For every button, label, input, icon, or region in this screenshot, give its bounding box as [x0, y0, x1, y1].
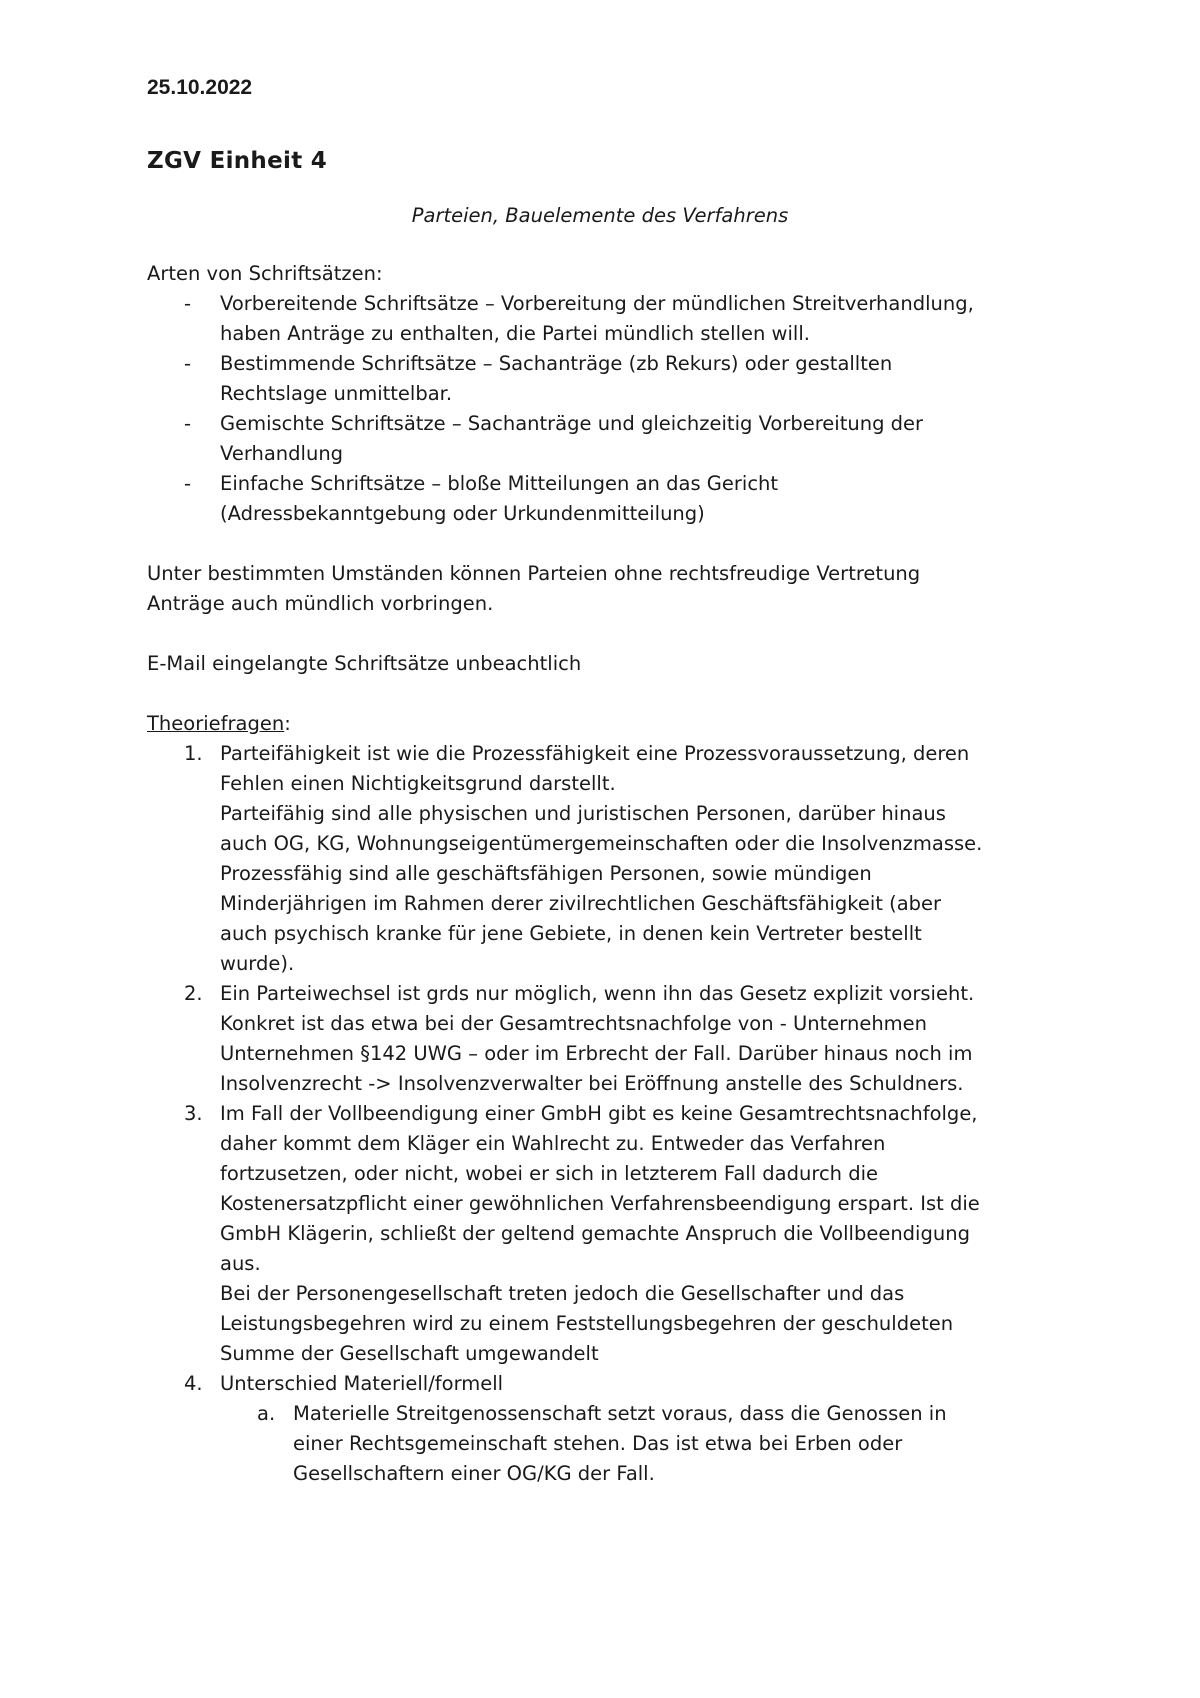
letter-marker: a. — [257, 1402, 276, 1425]
spacer — [147, 619, 1077, 649]
dash-marker: - — [184, 352, 192, 375]
dash-marker: - — [184, 292, 192, 315]
question-line: auch psychisch kranke für jene Gebiete, in denen kein Vertreter bestellt — [220, 922, 922, 945]
list-item-line: Gemischte Schriftsätze – Sachanträge und gleichzeitig Vorbereitung der — [220, 412, 924, 435]
question-item — [147, 1099, 1077, 1369]
question-line: Summe der Gesellschaft umgewandelt — [220, 1342, 599, 1365]
question-line: wurde). — [220, 952, 295, 975]
spacer — [147, 529, 1077, 559]
question-line: Im Fall der Vollbeendigung einer GmbH gibt es keine Gesamtrechtsnachfolge, — [220, 1102, 978, 1125]
question-item — [147, 979, 1077, 1099]
sub-item-line: Materielle Streitgenossenschaft setzt voraus, dass die Genossen in — [293, 1402, 947, 1425]
paragraph-line: Unter bestimmten Umständen können Parteien ohne rechtsfreudige Vertretung — [147, 562, 921, 585]
number-marker: 1. — [184, 742, 203, 765]
list-item-line: Bestimmende Schriftsätze – Sachanträge (zb Rekurs) oder gestallten — [220, 352, 893, 375]
paragraph-line: Anträge auch mündlich vorbringen. — [147, 592, 494, 615]
question-line: Unternehmen §142 UWG – oder im Erbrecht der Fall. Darüber hinaus noch im — [220, 1042, 973, 1065]
theorie-list — [147, 739, 1077, 1489]
list-item-line: Verhandlung — [220, 442, 344, 465]
paragraph-email: E-Mail eingelangte Schriftsätze unbeachtlich — [147, 652, 582, 675]
question-line: Parteifähig sind alle physischen und juristischen Personen, darüber hinaus — [220, 802, 946, 825]
question-line: Bei der Personengesellschaft treten jedoch die Gesellschafter und das — [220, 1282, 905, 1305]
number-marker: 3. — [184, 1102, 203, 1125]
question-line: Unterschied Materiell/formell — [220, 1372, 504, 1395]
document-body — [147, 259, 1077, 1489]
question-line: Ein Parteiwechsel ist grds nur möglich, wenn ihn das Gesetz explizit vorsieht. — [220, 982, 975, 1005]
number-marker: 4. — [184, 1372, 203, 1395]
question-item — [147, 739, 1077, 979]
document-subtitle: Parteien, Bauelemente des Verfahrens — [411, 204, 789, 227]
sub-item-line: einer Rechtsgemeinschaft stehen. Das ist etwa bei Erben oder — [293, 1432, 903, 1455]
document-date: 25.10.2022 — [147, 76, 253, 99]
list-item — [147, 469, 1077, 529]
question-line: Fehlen einen Nichtigkeitsgrund darstellt. — [220, 772, 616, 795]
schriftsaetze-heading: Arten von Schriftsätzen: — [147, 262, 383, 285]
list-item-line: Vorbereitende Schriftsätze – Vorbereitung der mündlichen Streitverhandlung, — [220, 292, 974, 315]
dash-marker: - — [184, 472, 192, 495]
question-line: Minderjährigen im Rahmen derer zivilrechtlichen Geschäftsfähigkeit (aber — [220, 892, 942, 915]
list-item-line: Einfache Schriftsätze – bloße Mitteilungen an das Gericht — [220, 472, 779, 495]
list-item — [147, 289, 1077, 349]
list-item — [147, 409, 1077, 469]
document-title: ZGV Einheit 4 — [147, 148, 328, 174]
dash-marker: - — [184, 412, 192, 435]
sub-item — [220, 1399, 1077, 1489]
question-line: fortzusetzen, oder nicht, wobei er sich in letzterem Fall dadurch die — [220, 1162, 879, 1185]
theorie-heading: Theoriefragen — [147, 712, 285, 735]
question-line: auch OG, KG, Wohnungseigentümergemeinschaften oder die Insolvenzmasse. — [220, 832, 983, 855]
sub-list — [220, 1399, 1077, 1489]
number-marker: 2. — [184, 982, 203, 1005]
question-line: Prozessfähig sind alle geschäftsfähigen Personen, sowie mündigen — [220, 862, 872, 885]
question-line: Konkret ist das etwa bei der Gesamtrechtsnachfolge von - Unternehmen — [220, 1012, 928, 1035]
sub-item-line: Gesellschaftern einer OG/KG der Fall. — [293, 1462, 655, 1485]
list-item — [147, 349, 1077, 409]
question-line: Insolvenzrecht -> Insolvenzverwalter bei Eröffnung anstelle des Schuldners. — [220, 1072, 964, 1095]
spacer — [147, 679, 1077, 709]
question-line: aus. — [220, 1252, 261, 1275]
question-line: Parteifähigkeit ist wie die Prozessfähigkeit eine Prozessvoraussetzung, deren — [220, 742, 970, 765]
question-line: GmbH Klägerin, schließt der geltend gemachte Anspruch die Vollbeendigung — [220, 1222, 970, 1245]
theorie-heading-line — [147, 709, 1077, 739]
theorie-heading-colon: : — [284, 712, 291, 735]
schriftsaetze-list — [147, 289, 1077, 529]
question-line: Leistungsbegehren wird zu einem Feststellungsbegehren der geschuldeten — [220, 1312, 954, 1335]
question-line: Kostenersatzpflicht einer gewöhnlichen Verfahrensbeendigung erspart. Ist die — [220, 1192, 980, 1215]
list-item-line: (Adressbekanntgebung oder Urkundenmitteilung) — [220, 502, 705, 525]
question-item — [147, 1369, 1077, 1489]
list-item-line: Rechtslage unmittelbar. — [220, 382, 453, 405]
question-line: daher kommt dem Kläger ein Wahlrecht zu. Entweder das Verfahren — [220, 1132, 886, 1155]
list-item-line: haben Anträge zu enthalten, die Partei mündlich stellen will. — [220, 322, 810, 345]
